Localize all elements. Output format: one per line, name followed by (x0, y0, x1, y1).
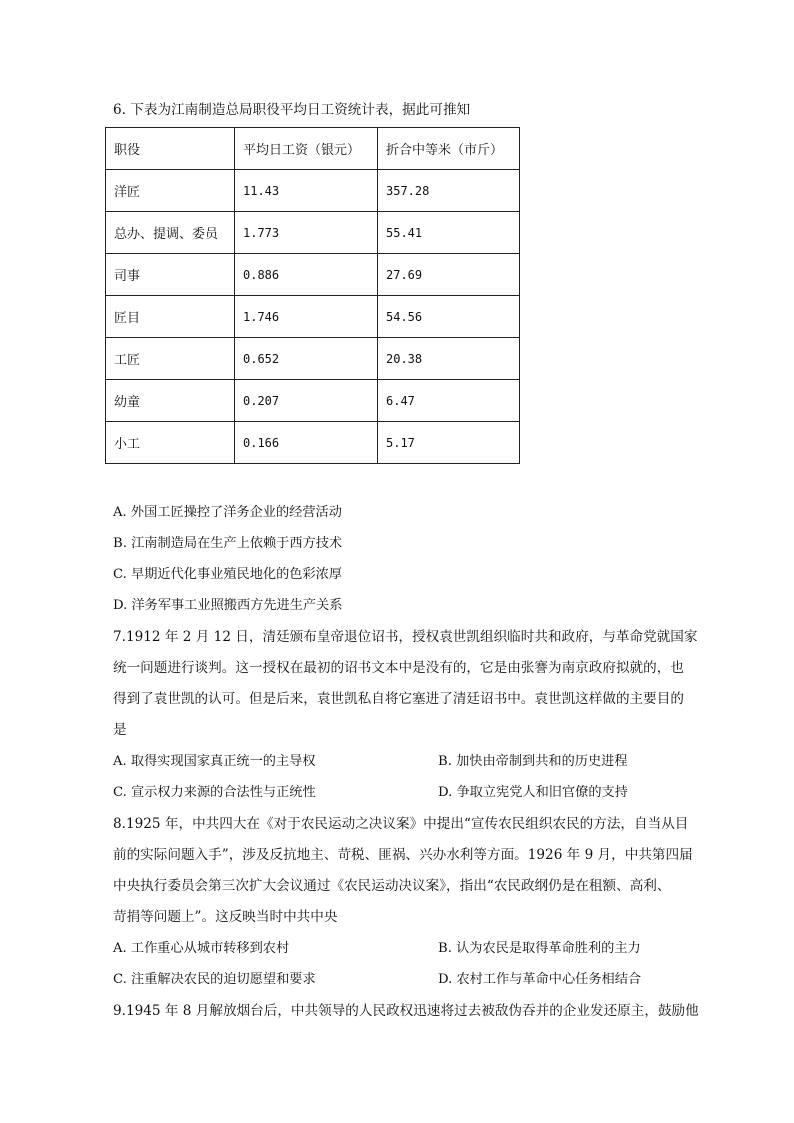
table-cell-wage: 11.43 (235, 170, 378, 212)
table-cell-wage: 1.746 (235, 296, 378, 338)
table-cell-wage: 0.652 (235, 338, 378, 380)
q7-option-b: B. 加快由帝制到共和的历史进程 (438, 754, 628, 769)
q6-stem: 6. 下表为江南制造总局职役平均日工资统计表，据此可推知 (113, 102, 471, 118)
table-header-cell: 平均日工资（银元） (235, 128, 378, 170)
q8-option-d: D. 农村工作与革命中心任务相结合 (438, 972, 642, 987)
q9-line: 9.1945 年 8 月解放烟台后，中共领导的人民政权迅速将过去被敌伪吞并的企业发还原主，鼓励他 (113, 1003, 699, 1019)
q8-line: 8.1925 年，中共四大在《对于农民运动之决议案》中提出“宣传农民组织农民的方法，自当从目 (113, 816, 689, 832)
q8-option-a: A. 工作重心从城市转移到农村 (113, 941, 290, 956)
table-row (106, 296, 520, 338)
q7-line: 统一问题进行谈判。这一授权在最初的诏书文本中是没有的，它是由张謇为南京政府拟就的，也 (113, 660, 684, 676)
table-cell-role: 总办、提调、委员 (106, 212, 235, 254)
q6-option-b: B. 江南制造局在生产上依赖于西方技术 (113, 536, 343, 551)
table-cell-role: 洋匠 (106, 170, 235, 212)
table-header-row (106, 128, 520, 170)
table-row (106, 212, 520, 254)
table-cell-role: 工匠 (106, 338, 235, 380)
table-header-cell: 职役 (106, 128, 235, 170)
q7-line: 得到了袁世凯的认可。但是后来，袁世凯私自将它塞进了清廷诏书中。袁世凯这样做的主要目的 (113, 691, 684, 707)
table-cell-role: 司事 (106, 254, 235, 296)
table-cell-rice: 357.28 (378, 170, 520, 212)
q7-option-a: A. 取得实现国家真正统一的主导权 (113, 754, 316, 769)
table-cell-rice: 6.47 (378, 380, 520, 422)
table-cell-wage: 0.207 (235, 380, 378, 422)
table-cell-rice: 20.38 (378, 338, 520, 380)
q7-option-c: C. 宣示权力来源的合法性与正统性 (113, 785, 316, 800)
table-cell-rice: 55.41 (378, 212, 520, 254)
wage-table (105, 127, 520, 464)
q6-option-a: A. 外国工匠操控了洋务企业的经营活动 (113, 505, 342, 520)
table-cell-rice: 54.56 (378, 296, 520, 338)
table-cell-wage: 0.166 (235, 422, 378, 464)
q8-line: 前的实际问题入手”，涉及反抗地主、苛税、匪祸、兴办水利等方面。1926 年 9 月，中共第四届 (113, 847, 693, 863)
q7-option-d: D. 争取立宪党人和旧官僚的支持 (438, 785, 628, 800)
q8-option-b: B. 认为农民是取得革命胜利的主力 (438, 941, 641, 956)
table-cell-role: 小工 (106, 422, 235, 464)
table-row (106, 170, 520, 212)
table-cell-wage: 1.773 (235, 212, 378, 254)
q8-line: 苛捐等问题上”。这反映当时中共中央 (113, 909, 338, 925)
table-cell-role: 幼童 (106, 380, 235, 422)
table-header-cell: 折合中等米（市斤） (378, 128, 520, 170)
table-cell-rice: 5.17 (378, 422, 520, 464)
table-row (106, 422, 520, 464)
table-row (106, 380, 520, 422)
q8-line: 中央执行委员会第三次扩大会议通过《农民运动决议案》，指出“农民政纲仍是在租额、高利、 (113, 878, 671, 894)
q6-option-d: D. 洋务军事工业照搬西方先进生产关系 (113, 598, 343, 613)
q8-option-c: C. 注重解决农民的迫切愿望和要求 (113, 972, 316, 987)
table-cell-role: 匠目 (106, 296, 235, 338)
table-cell-rice: 27.69 (378, 254, 520, 296)
table-row (106, 338, 520, 380)
q7-line: 是 (113, 722, 127, 738)
table-cell-wage: 0.886 (235, 254, 378, 296)
q6-option-c: C. 早期近代化事业殖民地化的色彩浓厚 (113, 567, 343, 582)
table-row (106, 254, 520, 296)
q7-line: 7.1912 年 2 月 12 日，清廷颁布皇帝退位诏书，授权袁世凯组织临时共和政府，与革命党就国家 (113, 629, 698, 645)
